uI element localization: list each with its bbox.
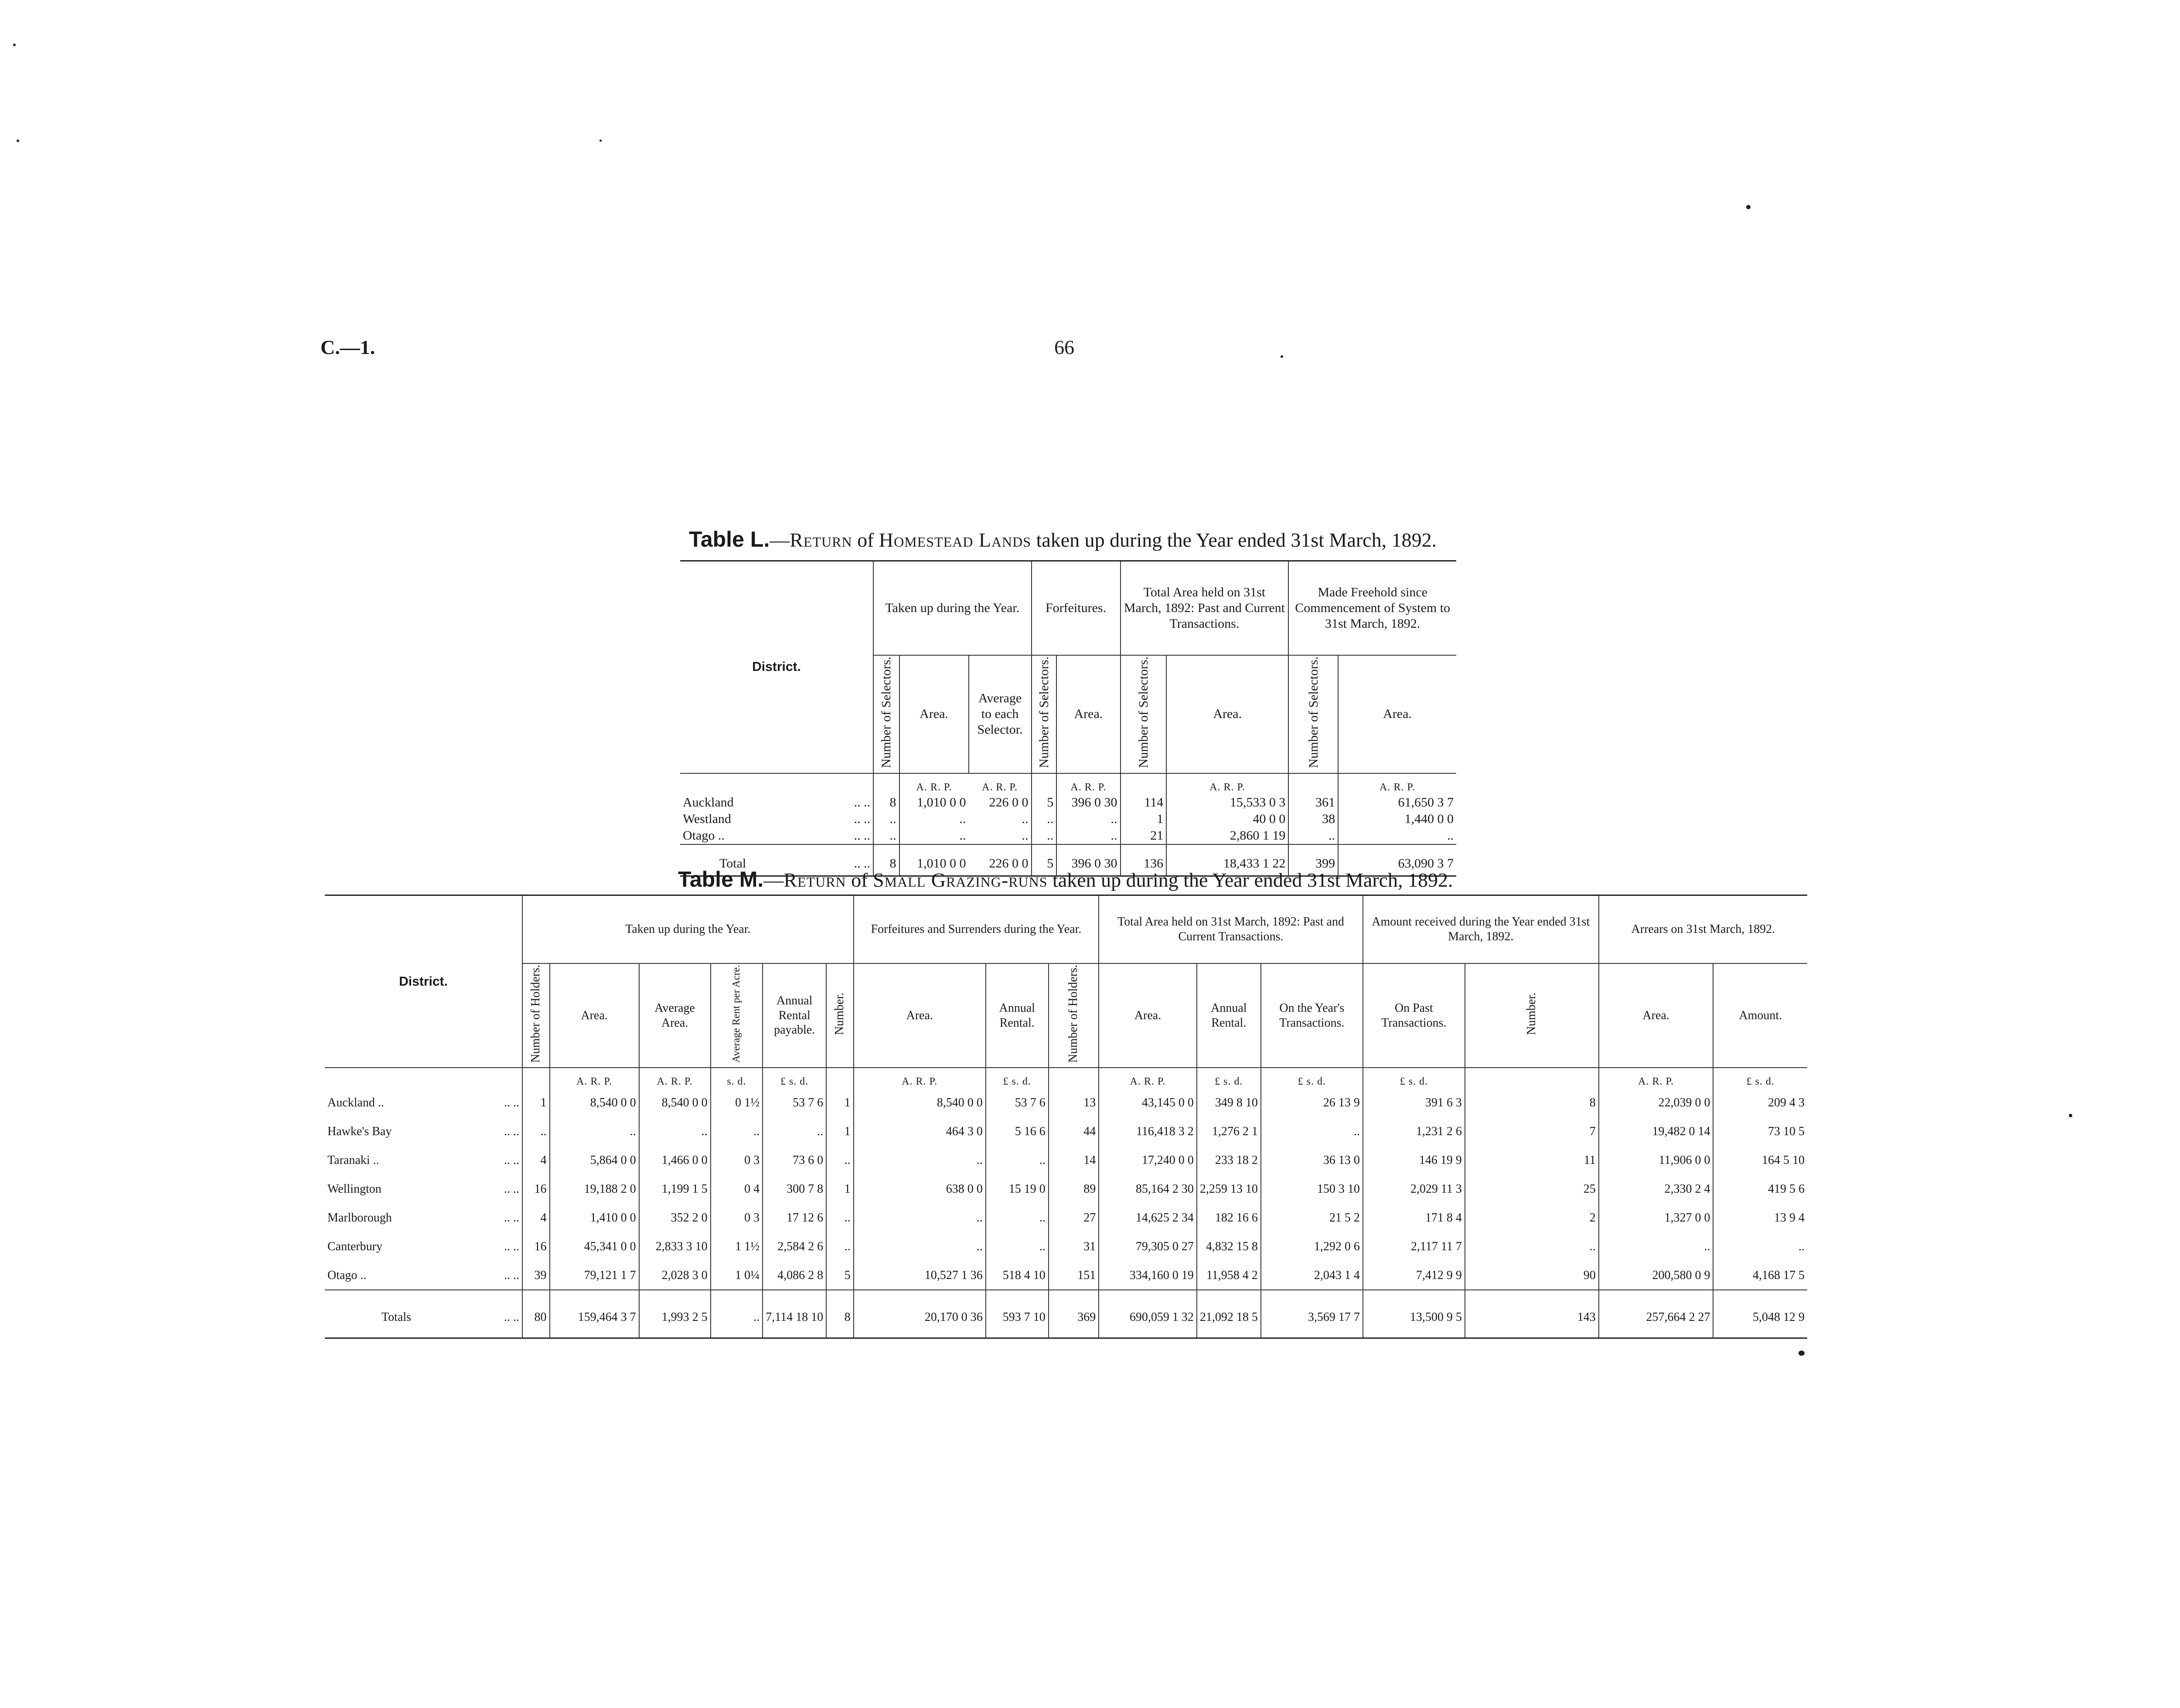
table-row xyxy=(325,1261,1807,1290)
table-cell: 593 7 10 xyxy=(986,1290,1049,1338)
table-cell: 15 19 0 xyxy=(986,1175,1049,1204)
table-cell: 1,010 0 0 xyxy=(917,856,966,871)
table-cell: .. xyxy=(986,1232,1049,1261)
scan-speck xyxy=(17,139,19,142)
table-cell: 14,625 2 34 xyxy=(1099,1204,1197,1232)
table-cell: 3,569 17 7 xyxy=(1261,1290,1363,1338)
table-cell: 8 xyxy=(873,794,899,811)
unit-label: A. R. P. xyxy=(1166,773,1288,794)
table-cell: 4 xyxy=(522,1146,550,1175)
table-cell: .. xyxy=(711,1290,763,1338)
table-cell: 22,039 0 0 xyxy=(1599,1089,1713,1117)
table-cell: .. xyxy=(986,1204,1049,1232)
table-cell: 2,259 13 10 xyxy=(1197,1175,1261,1204)
table-cell: .. xyxy=(873,811,899,827)
col-header-forfeitures: Forfeitures and Surrenders during the Year. xyxy=(854,895,1099,964)
table-cell: 171 8 4 xyxy=(1363,1204,1465,1232)
title-rest: taken up during the Year ended 31st March, 1892. xyxy=(1031,529,1437,551)
table-cell: 1,327 0 0 xyxy=(1599,1204,1713,1232)
col-header-num-holders: Number of Holders. xyxy=(522,963,550,1068)
table-cell: .. xyxy=(1798,1240,1805,1254)
table-cell: 4,086 2 8 xyxy=(763,1261,826,1290)
district-cell: Marlborough .. .. xyxy=(325,1204,522,1232)
col-header-annual-rental: Annual Rental. xyxy=(986,963,1049,1068)
scan-speck xyxy=(1798,1351,1805,1356)
title-word: of xyxy=(846,869,873,891)
table-cell: 2,117 11 7 xyxy=(1363,1232,1465,1261)
col-header-taken-up: Taken up during the Year. xyxy=(873,561,1032,656)
table-cell: 19,482 0 14 xyxy=(1599,1117,1713,1146)
table-cell: 14 xyxy=(1049,1146,1099,1175)
table-cell: 1,292 0 6 xyxy=(1261,1232,1363,1261)
table-cell: 1 xyxy=(826,1117,854,1146)
table-cell: 396 0 30 xyxy=(1056,794,1120,811)
scan-speck xyxy=(1746,205,1751,209)
table-cell: 1,440 0 0 xyxy=(1404,811,1454,826)
table-cell: 182 16 6 xyxy=(1197,1204,1261,1232)
table-cell: 11,906 0 0 xyxy=(1599,1146,1713,1175)
table-cell: .. xyxy=(1056,811,1120,827)
table-cell: .. xyxy=(1032,827,1057,844)
title-dash: — xyxy=(763,869,784,891)
district-cell: Westland .. .. xyxy=(680,811,873,827)
table-cell: 7,114 18 10 xyxy=(763,1290,826,1338)
table-cell: .. xyxy=(854,1232,986,1261)
table-cell: 116,418 3 2 xyxy=(1099,1117,1197,1146)
table-cell: 5 16 6 xyxy=(986,1117,1049,1146)
table-cell: 7 xyxy=(1465,1117,1599,1146)
table-cell: 1 xyxy=(826,1175,854,1204)
table-cell: 21 xyxy=(1121,827,1167,844)
table-cell: 90 xyxy=(1465,1261,1599,1290)
table-cell: 1,466 0 0 xyxy=(639,1146,711,1175)
col-header-num-holders: Number of Holders. xyxy=(1049,963,1099,1068)
unit-label: £ s. d. xyxy=(1197,1068,1261,1089)
table-cell: .. xyxy=(826,1204,854,1232)
table-cell: 63,090 3 7 xyxy=(1398,856,1454,871)
total-label: Total .. .. xyxy=(680,844,873,876)
table-cell: .. xyxy=(1032,811,1057,827)
table-m-title xyxy=(678,867,1453,892)
table-cell: 2 xyxy=(1465,1204,1599,1232)
table-cell: 89 xyxy=(1049,1175,1099,1204)
scan-speck xyxy=(1281,355,1283,358)
unit-label: A. R. P. xyxy=(1599,1068,1713,1089)
table-cell: 17,240 0 0 xyxy=(1099,1146,1197,1175)
col-header-amount: Amount. xyxy=(1739,1008,1782,1022)
district-cell: Auckland .. .. .. xyxy=(325,1089,522,1117)
col-header-arrears: Arrears on 31st March, 1892. xyxy=(1631,922,1775,936)
table-cell: .. xyxy=(550,1117,639,1146)
table-cell: 1,276 2 1 xyxy=(1197,1117,1261,1146)
table-cell: 2,833 3 10 xyxy=(639,1232,711,1261)
table-cell: 1,010 0 0 xyxy=(917,795,966,810)
table-cell: 1,410 0 0 xyxy=(550,1204,639,1232)
table-cell: 1 1½ xyxy=(711,1232,763,1261)
col-header-area: Area. xyxy=(1056,655,1120,773)
table-cell: .. xyxy=(1465,1232,1599,1261)
table-cell: .. xyxy=(1288,827,1338,844)
table-cell: 233 18 2 xyxy=(1197,1146,1261,1175)
table-cell: 690,059 1 32 xyxy=(1099,1290,1197,1338)
table-cell: 13 9 4 xyxy=(1774,1211,1805,1225)
table-cell: 464 3 0 xyxy=(854,1117,986,1146)
table-cell: 1 xyxy=(1121,811,1167,827)
table-cell: .. xyxy=(959,811,966,826)
col-header-total-area: Total Area held on 31st March, 1892: Past and Current Transactions. xyxy=(1099,895,1363,964)
table-cell: 5 xyxy=(1032,844,1057,876)
col-header-taken-up: Taken up during the Year. xyxy=(522,895,854,964)
table-cell: 352 2 0 xyxy=(639,1204,711,1232)
table-cell: 114 xyxy=(1121,794,1167,811)
table-cell: 361 xyxy=(1288,794,1338,811)
table-cell: 5 xyxy=(826,1261,854,1290)
table-l-title xyxy=(689,527,1437,552)
table-m xyxy=(325,895,1807,1339)
table-cell: .. xyxy=(1599,1232,1713,1261)
table-cell: 13 xyxy=(1049,1089,1099,1117)
total-row xyxy=(325,1290,1807,1338)
table-cell: 396 0 30 xyxy=(1056,844,1120,876)
col-header-annual-rental-payable: Annual Rental payable. xyxy=(763,963,826,1068)
table-cell: 300 7 8 xyxy=(763,1175,826,1204)
table-cell: 8,540 0 0 xyxy=(854,1089,986,1117)
unit-label: A. R. P. xyxy=(639,1068,711,1089)
col-header-num-selectors: Number of Selectors. xyxy=(1288,655,1338,773)
table-cell: 1,199 1 5 xyxy=(639,1175,711,1204)
table-cell: 45,341 0 0 xyxy=(550,1232,639,1261)
table-cell: 11 xyxy=(1465,1146,1599,1175)
table-cell: 85,164 2 30 xyxy=(1099,1175,1197,1204)
table-cell: .. xyxy=(1261,1117,1363,1146)
table-cell: 18,433 1 22 xyxy=(1166,844,1288,876)
table-cell: 31 xyxy=(1049,1232,1099,1261)
col-header-num-selectors: Number of Selectors. xyxy=(1121,655,1167,773)
district-cell: Canterbury .. .. xyxy=(325,1232,522,1261)
title-word: Return xyxy=(783,869,846,891)
unit-label: £ s. d. xyxy=(1363,1068,1465,1089)
table-cell: 27 xyxy=(1049,1204,1099,1232)
title-word: of xyxy=(852,529,879,551)
unit-label: A. R. P. xyxy=(969,773,1032,794)
table-cell: 8,540 0 0 xyxy=(550,1089,639,1117)
col-header-amount-received: Amount received during the Year ended 31st March, 1892. xyxy=(1363,895,1599,964)
table-cell: 53 7 6 xyxy=(986,1089,1049,1117)
table-cell: 44 xyxy=(1049,1117,1099,1146)
table-cell: 0 3 xyxy=(711,1204,763,1232)
table-cell: .. xyxy=(763,1117,826,1146)
table-cell: .. xyxy=(854,1204,986,1232)
table-cell: 226 0 0 xyxy=(969,794,1032,811)
table-cell: 43,145 0 0 xyxy=(1099,1089,1197,1117)
district-cell: Wellington .. .. xyxy=(325,1175,522,1204)
scan-speck xyxy=(2069,1114,2072,1117)
table-cell: 164 5 10 xyxy=(1762,1153,1805,1167)
table-row xyxy=(325,1175,1807,1204)
unit-label: A. R. P. xyxy=(1056,773,1120,794)
table-cell: .. xyxy=(826,1146,854,1175)
table-cell: 20,170 0 36 xyxy=(854,1290,986,1338)
title-word: Return xyxy=(790,529,852,551)
district-cell: Otago .. .. .. xyxy=(680,827,873,844)
table-cell: .. xyxy=(522,1117,550,1146)
table-cell: .. xyxy=(639,1117,711,1146)
table-cell: 1 xyxy=(522,1089,550,1117)
table-cell: 8 xyxy=(1465,1089,1599,1117)
table-cell: 518 4 10 xyxy=(986,1261,1049,1290)
col-header-on-past: On Past Transactions. xyxy=(1363,963,1465,1068)
table-cell: 21 5 2 xyxy=(1261,1204,1363,1232)
table-cell: 40 0 0 xyxy=(1166,811,1288,827)
table-cell: 53 7 6 xyxy=(763,1089,826,1117)
title-dash: — xyxy=(770,529,790,551)
table-cell: 2,028 3 0 xyxy=(639,1261,711,1290)
table-cell: 369 xyxy=(1049,1290,1099,1338)
table-cell: 159,464 3 7 xyxy=(550,1290,639,1338)
table-cell: 5,048 12 9 xyxy=(1753,1310,1805,1324)
table-cell: .. xyxy=(873,827,899,844)
table-cell: 2,330 2 4 xyxy=(1599,1175,1713,1204)
table-cell: 1,993 2 5 xyxy=(639,1290,711,1338)
table-row xyxy=(325,1232,1807,1261)
table-cell: 13,500 9 5 xyxy=(1363,1290,1465,1338)
table-cell: 4,832 15 8 xyxy=(1197,1232,1261,1261)
unit-label: £ s. d. xyxy=(986,1068,1049,1089)
table-cell: 5 xyxy=(1032,794,1057,811)
table-cell: 1 0¼ xyxy=(711,1261,763,1290)
col-header-annual-rental: Annual Rental. xyxy=(1197,963,1261,1068)
col-header-area: Area. xyxy=(854,963,986,1068)
table-cell: .. xyxy=(1056,827,1120,844)
district-cell: Auckland .. .. xyxy=(680,794,873,811)
table-cell: 143 xyxy=(1465,1290,1599,1338)
table-cell: 151 xyxy=(1049,1261,1099,1290)
title-subject: Homestead Lands xyxy=(879,529,1032,551)
col-header-forfeitures: Forfeitures. xyxy=(1032,561,1121,656)
table-cell: .. xyxy=(1447,828,1454,843)
col-header-num-selectors: Number of Selectors. xyxy=(873,655,899,773)
table-cell: 226 0 0 xyxy=(969,844,1032,876)
table-cell: 5,864 0 0 xyxy=(550,1146,639,1175)
table-cell: 7,412 9 9 xyxy=(1363,1261,1465,1290)
table-cell: 79,121 1 7 xyxy=(550,1261,639,1290)
unit-label: A. R. P. xyxy=(916,781,952,793)
table-cell: 17 12 6 xyxy=(763,1204,826,1232)
col-header-area: Area. xyxy=(920,707,948,721)
table-l xyxy=(680,560,1456,877)
table-row xyxy=(325,1204,1807,1232)
unit-label: A. R. P. xyxy=(1380,781,1416,793)
table-cell: 39 xyxy=(522,1261,550,1290)
table-cell: 334,160 0 19 xyxy=(1099,1261,1197,1290)
page-section-code: C.—1. xyxy=(320,336,375,358)
table-cell: 2,043 1 4 xyxy=(1261,1261,1363,1290)
col-header-number: Number. xyxy=(826,963,854,1068)
table-cell: 16 xyxy=(522,1175,550,1204)
table-row xyxy=(680,794,1456,811)
unit-label: £ s. d. xyxy=(1746,1076,1775,1088)
page-number: 66 xyxy=(1054,336,1074,358)
table-cell: .. xyxy=(969,827,1032,844)
table-cell: 419 5 6 xyxy=(1768,1182,1805,1196)
table-cell: 73 10 5 xyxy=(1768,1125,1805,1139)
unit-label: £ s. d. xyxy=(763,1068,826,1089)
col-header-freehold: Made Freehold since Commencement of System to 31st March, 1892. xyxy=(1295,585,1451,631)
total-label: Totals .. .. xyxy=(325,1290,522,1338)
unit-label: A. R. P. xyxy=(1099,1068,1197,1089)
table-row xyxy=(680,811,1456,827)
scan-speck xyxy=(13,44,16,46)
table-cell: 0 1½ xyxy=(711,1089,763,1117)
district-cell: Otago .. .. .. xyxy=(325,1261,522,1290)
title-subject: Small Grazing-runs xyxy=(873,869,1048,891)
table-cell: 4,168 17 5 xyxy=(1753,1268,1805,1282)
table-cell: 25 xyxy=(1465,1175,1599,1204)
table-cell: 2,584 2 6 xyxy=(763,1232,826,1261)
col-header-average-rent: Average Rent per Acre. xyxy=(711,963,763,1068)
table-cell: .. xyxy=(854,1146,986,1175)
district-cell: Hawke's Bay .. .. xyxy=(325,1117,522,1146)
col-header-area: Area. xyxy=(1099,963,1197,1068)
table-cell: 0 4 xyxy=(711,1175,763,1204)
table-cell: 8,540 0 0 xyxy=(639,1089,711,1117)
table-cell: 19,188 2 0 xyxy=(550,1175,639,1204)
table-l-label: Table L. xyxy=(689,527,770,551)
col-header-average-area: Average Area. xyxy=(639,963,711,1068)
table-cell: 4 xyxy=(522,1204,550,1232)
table-row xyxy=(325,1089,1807,1117)
table-cell: 26 13 9 xyxy=(1261,1089,1363,1117)
table-cell: 2,860 1 19 xyxy=(1166,827,1288,844)
table-cell: 1 xyxy=(826,1089,854,1117)
col-header-num-selectors: Number of Selectors. xyxy=(1032,655,1057,773)
table-cell: 10,527 1 36 xyxy=(854,1261,986,1290)
col-header-district: District. xyxy=(680,561,873,773)
table-cell: 146 19 9 xyxy=(1363,1146,1465,1175)
table-cell: 16 xyxy=(522,1232,550,1261)
table-cell: .. xyxy=(969,811,1032,827)
table-cell: .. xyxy=(959,828,966,843)
table-cell: 136 xyxy=(1121,844,1167,876)
table-cell: 80 xyxy=(522,1290,550,1338)
title-rest: taken up during the Year ended 31st March, 1892. xyxy=(1047,869,1453,891)
table-cell: 399 xyxy=(1288,844,1338,876)
table-cell: 15,533 0 3 xyxy=(1166,794,1288,811)
col-header-total-area: Total Area held on 31st March, 1892: Past and Current Transactions. xyxy=(1121,561,1289,656)
table-cell: 150 3 10 xyxy=(1261,1175,1363,1204)
table-cell: 257,664 2 27 xyxy=(1599,1290,1713,1338)
scan-speck xyxy=(600,139,602,142)
col-header-average: Average to each Selector. xyxy=(969,655,1032,773)
table-cell: 73 6 0 xyxy=(763,1146,826,1175)
table-cell: 8 xyxy=(826,1290,854,1338)
table-cell: 0 3 xyxy=(711,1146,763,1175)
table-cell: 209 4 3 xyxy=(1768,1096,1805,1110)
unit-label: s. d. xyxy=(711,1068,763,1089)
unit-label: A. R. P. xyxy=(550,1068,639,1089)
table-cell: 8 xyxy=(873,844,899,876)
table-cell: 2,029 11 3 xyxy=(1363,1175,1465,1204)
units-row xyxy=(325,1068,1807,1089)
table-cell: 638 0 0 xyxy=(854,1175,986,1204)
table-m-label: Table M. xyxy=(678,867,764,891)
table-row xyxy=(325,1117,1807,1146)
col-header-area: Area. xyxy=(1166,655,1288,773)
unit-label: A. R. P. xyxy=(854,1068,986,1089)
table-cell: 38 xyxy=(1288,811,1338,827)
col-header-number: Number. xyxy=(1465,963,1599,1068)
col-header-area: Area. xyxy=(1599,963,1713,1068)
table-row xyxy=(325,1146,1807,1175)
table-row xyxy=(680,827,1456,844)
table-cell: 61,650 3 7 xyxy=(1398,795,1454,810)
table-cell: 79,305 0 27 xyxy=(1099,1232,1197,1261)
table-cell: 1,231 2 6 xyxy=(1363,1117,1465,1146)
col-header-district: District. xyxy=(325,895,522,1068)
table-cell: .. xyxy=(711,1117,763,1146)
col-header-on-years: On the Year's Transactions. xyxy=(1261,963,1363,1068)
table-cell: .. xyxy=(826,1232,854,1261)
table-cell: .. xyxy=(986,1146,1049,1175)
district-cell: Taranaki .. .. .. xyxy=(325,1146,522,1175)
table-cell: 391 6 3 xyxy=(1363,1089,1465,1117)
units-row xyxy=(680,773,1456,794)
table-cell: 200,580 0 9 xyxy=(1599,1261,1713,1290)
table-cell: 11,958 4 2 xyxy=(1197,1261,1261,1290)
table-cell: 349 8 10 xyxy=(1197,1089,1261,1117)
table-cell: 21,092 18 5 xyxy=(1197,1290,1261,1338)
unit-label: £ s. d. xyxy=(1261,1068,1363,1089)
col-header-area: Area. xyxy=(550,963,639,1068)
table-cell: 36 13 0 xyxy=(1261,1146,1363,1175)
col-header-area: Area. xyxy=(1383,707,1412,721)
